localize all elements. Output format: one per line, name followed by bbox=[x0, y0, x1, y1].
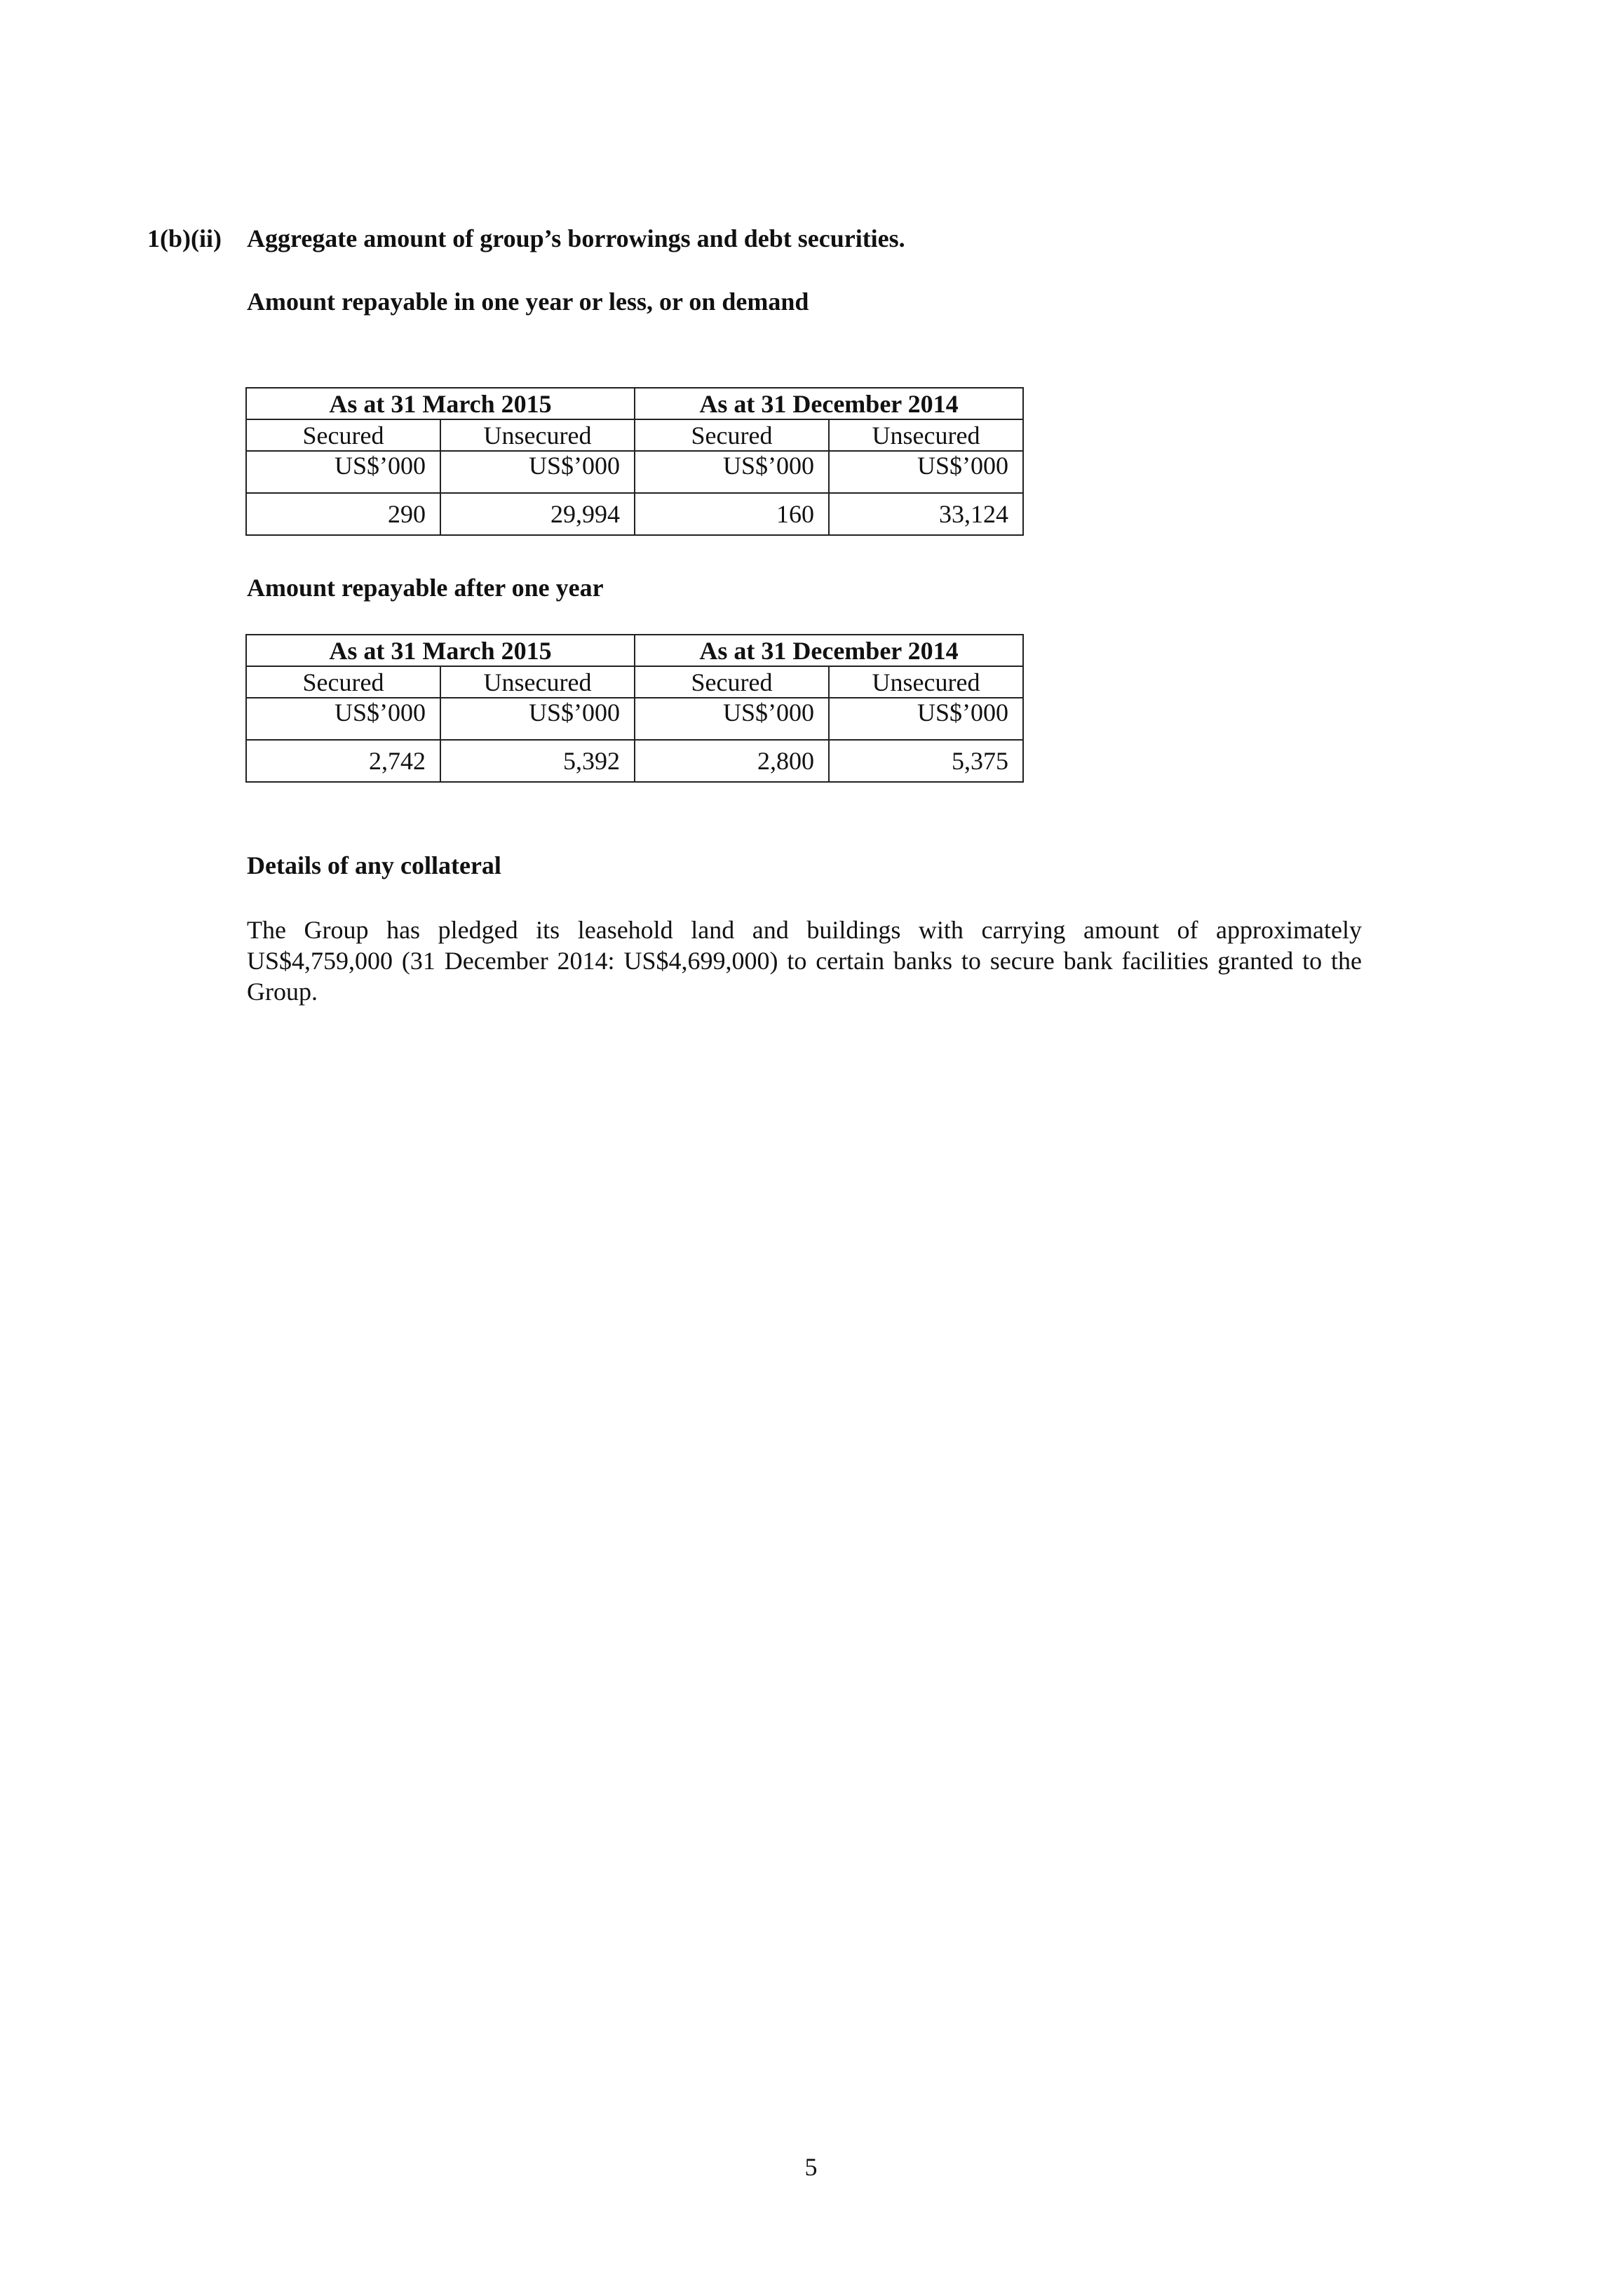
unit-header: US$’000 bbox=[829, 451, 1023, 493]
kind-header: Unsecured bbox=[829, 419, 1023, 451]
unit-header: US$’000 bbox=[829, 698, 1023, 740]
table-unit-row bbox=[246, 698, 1023, 740]
within-one-year-table bbox=[245, 387, 1024, 536]
value-cell: 5,375 bbox=[829, 740, 1023, 782]
collateral-heading: Details of any collateral bbox=[247, 851, 501, 879]
kind-header: Unsecured bbox=[829, 666, 1023, 698]
after-one-year-heading: Amount repayable after one year bbox=[247, 574, 604, 602]
table-period-row bbox=[246, 388, 1023, 419]
collateral-paragraph: The Group has pledged its leasehold land and buildings with carrying amount of approximately US$4,759,000 (31 December 2014: US$4,699,000) to certain banks to secure bank facilities granted to the Group. bbox=[247, 916, 1362, 1006]
section-number: 1(b)(ii) bbox=[147, 224, 222, 252]
value-cell: 290 bbox=[246, 493, 440, 535]
table-value-row bbox=[246, 740, 1023, 782]
after-one-year-table bbox=[245, 634, 1024, 783]
table-period-row bbox=[246, 635, 1023, 666]
table-value-row bbox=[246, 493, 1023, 535]
kind-header: Unsecured bbox=[440, 666, 635, 698]
period-header-2015: As at 31 March 2015 bbox=[246, 388, 635, 419]
period-header-2014: As at 31 December 2014 bbox=[635, 388, 1023, 419]
value-cell: 5,392 bbox=[440, 740, 635, 782]
table-kind-row bbox=[246, 419, 1023, 451]
unit-header: US$’000 bbox=[440, 698, 635, 740]
table-unit-row bbox=[246, 451, 1023, 493]
unit-header: US$’000 bbox=[635, 451, 829, 493]
kind-header: Unsecured bbox=[440, 419, 635, 451]
kind-header: Secured bbox=[635, 666, 829, 698]
period-header-2015: As at 31 March 2015 bbox=[246, 635, 635, 666]
section-title: Aggregate amount of group’s borrowings and debt securities. bbox=[247, 224, 905, 252]
table-kind-row bbox=[246, 666, 1023, 698]
kind-header: Secured bbox=[246, 666, 440, 698]
kind-header: Secured bbox=[635, 419, 829, 451]
value-cell: 29,994 bbox=[440, 493, 635, 535]
unit-header: US$’000 bbox=[246, 698, 440, 740]
period-header-2014: As at 31 December 2014 bbox=[635, 635, 1023, 666]
unit-header: US$’000 bbox=[440, 451, 635, 493]
value-cell: 160 bbox=[635, 493, 829, 535]
value-cell: 33,124 bbox=[829, 493, 1023, 535]
value-cell: 2,742 bbox=[246, 740, 440, 782]
unit-header: US$’000 bbox=[635, 698, 829, 740]
kind-header: Secured bbox=[246, 419, 440, 451]
page-number: 5 bbox=[804, 2153, 818, 2181]
value-cell: 2,800 bbox=[635, 740, 829, 782]
unit-header: US$’000 bbox=[246, 451, 440, 493]
within-one-year-heading: Amount repayable in one year or less, or on demand bbox=[247, 288, 809, 316]
